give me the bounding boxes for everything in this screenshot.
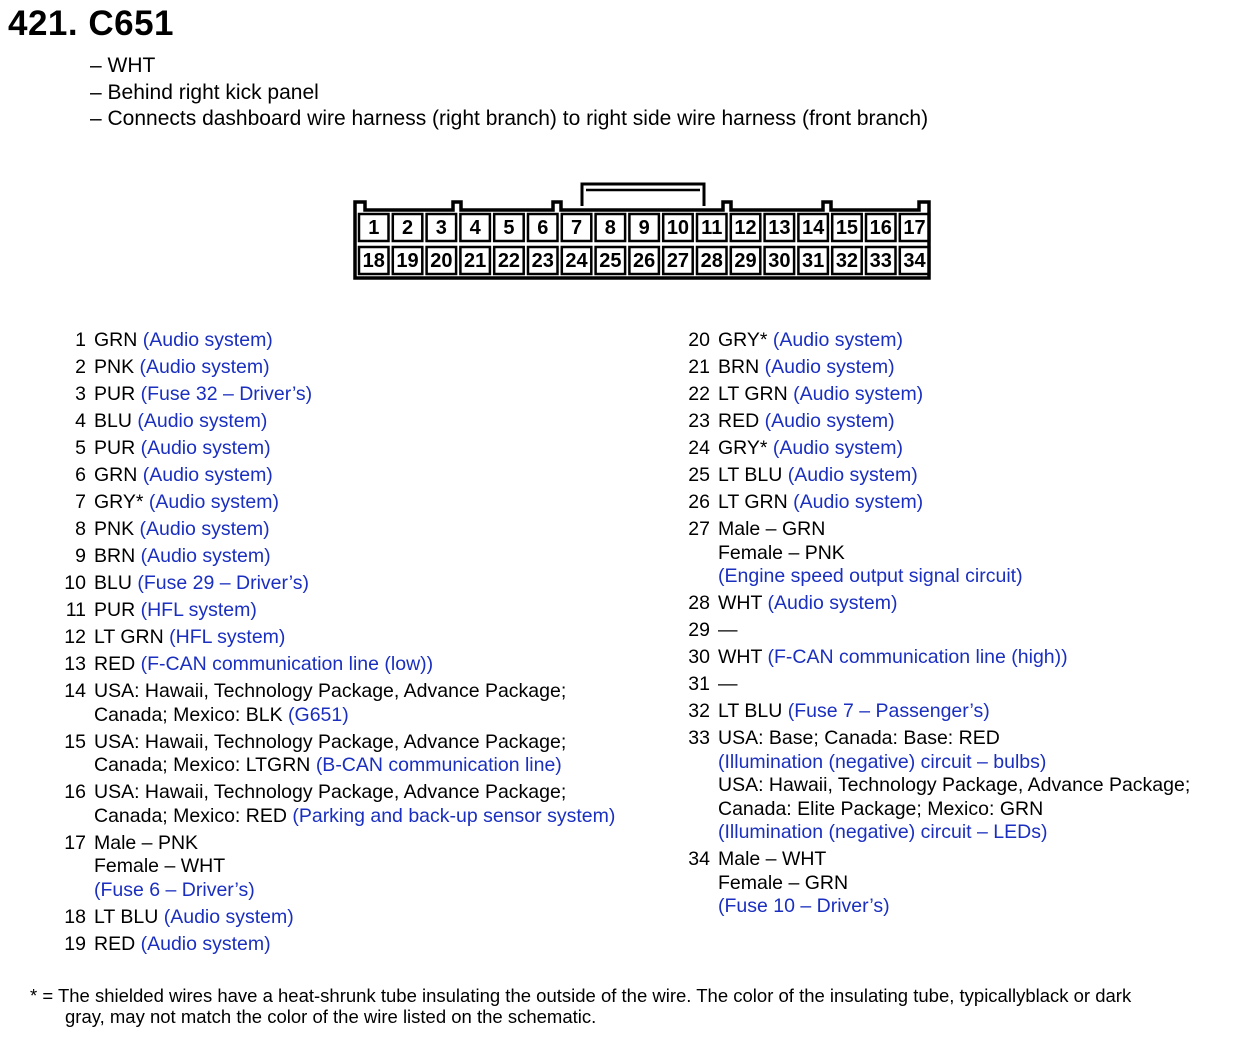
circuit-description: (G651) [288,703,349,726]
wire-color: USA: Hawaii, Technology Package, Advance Package; [94,730,567,753]
pin-number: 30 [768,250,791,272]
pin-number: 34 [903,250,926,272]
wire-color: PNK [94,518,135,540]
wire-color: Male – WHT [718,848,827,870]
pin-entry [58,572,658,596]
pin-number: 12 [734,217,757,239]
wire-color: BLU [94,410,132,432]
pin-number: 20 [430,250,453,272]
pin-entry-line [94,933,658,957]
footnote [30,985,1240,1027]
wire-color: RED [718,410,760,432]
pin-entry [58,356,658,380]
wire-color: BRN [718,356,760,378]
pin-number: 19 [396,250,419,272]
circuit-description: (Audio system) [148,491,279,513]
circuit-description: (Audio system) [767,592,898,614]
pin-entry-line [94,464,658,488]
pin-entry [682,848,1242,919]
pin-entry-number: 5 [75,437,86,459]
pin-entry-line [94,545,658,569]
pin-entry-line [94,599,658,623]
pin-entry-line [718,329,1242,353]
pin-number: 25 [599,250,622,272]
pin-entry-number: 9 [75,545,86,567]
pin-entry-number: 26 [688,491,710,513]
pin-entry-line [718,383,1242,407]
wire-color: USA: Hawaii, Technology Package, Advance Package; [94,680,567,702]
connector-color: – WHT [90,54,156,77]
circuit-description: (F-CAN communication line (high)) [767,646,1068,668]
pin-entry-number: 20 [688,329,710,351]
pin-entry-line [94,754,658,778]
pin-entry-number: 11 [65,599,86,621]
pin-entry-number: 32 [688,700,710,722]
pin-entry-line [718,872,1242,896]
pin-entry-number: 2 [75,356,86,378]
pin-list-left [58,329,658,960]
pin-number: 17 [903,217,926,239]
connector-connects: – Connects dashboard wire harness (right branch) to right side wire harness (front branch) [90,107,929,130]
pin-entry [682,437,1242,461]
pin-entry-line [718,410,1242,434]
wire-color: PUR [94,599,136,621]
circuit-description: (Parking and back-up sensor system) [292,804,616,827]
pin-entry-line [94,329,658,353]
circuit-description: (Fuse 29 – Driver’s) [137,572,309,594]
pin-entry-line [94,410,658,434]
pin-entry [682,356,1242,380]
pin-entry-number: 8 [75,518,86,540]
circuit-description: (Audio system) [139,518,270,540]
pin-entry-number: 12 [64,626,86,648]
pin-number: 18 [362,250,385,272]
wire-color: PNK [94,356,135,378]
wire-color: BRN [94,545,136,567]
pin-entry-line [718,895,1242,919]
pin-number: 23 [531,250,554,272]
circuit-description: (HFL system) [169,626,286,648]
wire-color: LT BLU [718,464,783,486]
pin-entry-line [94,518,658,542]
pin-entry-line [94,805,658,829]
pin-entry-number: 18 [64,905,86,928]
footnote-line-1: * = The shielded wires have a heat-shrunk tube insulating the outside of the wire. The color of the insulating tube, typicallyblack or dark [30,985,1132,1006]
pin-entry-line [94,704,658,728]
wire-color: Female – WHT [94,855,226,877]
connector-location: – Behind right kick panel [90,80,319,104]
pin-entry-number: 29 [688,619,710,641]
wire-color: Canada; Mexico: RED [94,804,287,827]
circuit-description: (Audio system) [142,464,273,486]
pin-entry [682,592,1242,616]
wire-color: USA: Base; Canada: Base: RED [718,727,1000,749]
pin-number: 4 [469,217,481,239]
wire-color: USA: Hawaii, Technology Package, Advance Package; [94,781,567,803]
circuit-description: (Audio system) [163,905,294,928]
wire-color: Female – PNK [718,541,845,564]
pin-number: 24 [565,250,588,272]
pin-entry [58,518,658,542]
wire-color: — [718,619,738,641]
pin-entry-line [94,572,658,596]
pin-entry-number: 24 [688,437,710,459]
pin-entry-number: 4 [75,410,86,432]
pin-number: 13 [768,217,791,239]
pin-entry-number: 27 [688,518,710,540]
pin-entry-line [718,592,1242,616]
pin-entry [58,545,658,569]
pin-number: 1 [368,217,380,239]
circuit-description: (F-CAN communication line (low)) [140,653,434,675]
pin-entry-line [718,542,1242,566]
wire-color: USA: Hawaii, Technology Package, Advance Package; [718,774,1191,796]
pin-entry-line [718,437,1242,461]
pin-number: 26 [633,250,656,272]
pin-entry [682,491,1242,515]
pin-number: 5 [503,217,515,239]
pin-number: 6 [537,217,549,239]
pin-number: 10 [666,217,690,239]
pin-entry [682,329,1242,353]
pin-number: 29 [734,250,757,272]
pin-entry-number: 15 [64,730,86,753]
wire-color: GRY* [718,437,768,459]
wire-color: Female – GRN [718,871,849,894]
pin-entry [58,599,658,623]
pin-entry [58,731,658,778]
pin-entry [58,933,658,957]
pin-entry-line [94,906,658,930]
pin-entry [58,781,658,828]
pin-number: 27 [666,250,690,272]
pin-entry-number: 14 [64,680,86,702]
pin-entry-line [718,619,1242,643]
pin-entry-line [718,700,1242,724]
pin-entry-line [94,491,658,515]
pin-entry-line [718,727,1242,751]
wire-color: RED [94,932,136,955]
pin-entry-line [94,680,658,704]
pin-entry [682,410,1242,434]
wire-color: GRN [94,329,138,351]
circuit-description: (Engine speed output signal circuit) [718,565,1023,587]
pin-entry-line [94,855,658,879]
pin-number: 3 [435,217,447,239]
wire-color: LT BLU [718,700,783,722]
pin-entry [58,626,658,650]
circuit-description: (Audio system) [793,383,924,405]
pin-entry [682,518,1242,589]
pin-entry-number: 17 [64,831,86,854]
pin-entry [58,491,658,515]
circuit-description: (Audio system) [140,932,271,955]
circuit-description: (Audio system) [764,356,895,378]
pin-number: 2 [401,217,414,239]
circuit-description: (Audio system) [772,329,903,351]
circuit-description: (Fuse 7 – Passenger’s) [787,700,990,722]
pin-entry-number: 30 [688,646,710,668]
pin-entry-line [94,383,658,407]
pin-entry [682,673,1242,697]
pin-entry-number: 19 [64,932,86,955]
pin-entry-line [718,774,1242,798]
circuit-description: (Audio system) [772,437,903,459]
circuit-description: (Fuse 6 – Driver’s) [94,878,255,901]
pin-entry-line [718,518,1242,542]
connector-diagram [353,182,933,282]
pin-entry-line [718,751,1242,775]
pin-entry-line [718,821,1242,845]
pin-entry-number: 13 [64,653,86,675]
pin-number: 11 [701,217,723,239]
wire-color: Male – PNK [94,831,199,854]
circuit-description: (Illumination (negative) circuit – LEDs) [718,821,1048,843]
pin-entry-line [718,848,1242,872]
pin-entry [58,383,658,407]
pin-entry [58,653,658,677]
pin-entry [682,383,1242,407]
wire-color: LT GRN [718,383,788,405]
wire-color: Canada; Mexico: BLK [94,703,283,726]
pin-entry-number: 22 [688,383,710,405]
pin-entry-number: 1 [75,329,86,351]
circuit-description: (Audio system) [142,329,273,351]
pin-entry-line [94,731,658,755]
circuit-description: (Illumination (negative) circuit – bulbs) [718,750,1047,773]
circuit-description: (Fuse 10 – Driver’s) [718,895,890,917]
wire-color: PUR [94,437,136,459]
pin-entry-line [94,653,658,677]
footnote-line-2: gray, may not match the color of the wire listed on the schematic. [65,1006,597,1027]
pin-entry [58,329,658,353]
pin-entry-line [718,491,1242,515]
circuit-description: (Audio system) [139,356,270,378]
wire-color: WHT [718,646,763,668]
wire-color: LT GRN [94,626,164,648]
pin-entry-line [94,832,658,856]
wire-color: LT GRN [718,491,788,513]
pin-entry-number: 16 [64,781,86,803]
pin-number: 9 [638,217,650,239]
pin-number: 14 [802,217,825,239]
circuit-description: (Audio system) [764,410,895,432]
pin-entry [682,700,1242,724]
wire-color: GRN [94,464,138,486]
wire-color: Canada: Elite Package; Mexico: GRN [718,797,1044,820]
circuit-description: (Audio system) [793,491,924,513]
pin-number: 7 [570,217,583,239]
pin-entry-number: 7 [75,491,86,513]
circuit-description: (Audio system) [787,464,918,486]
wire-color: Canada; Mexico: LTGRN [94,754,316,776]
page-title: 421. C651 [8,4,175,43]
circuit-description: (B-CAN communication line) [315,754,562,776]
pin-entry-line [94,879,658,903]
pin-entry-number: 33 [688,727,710,749]
pin-entry-number: 23 [688,410,710,432]
circuit-description: (Audio system) [140,545,271,567]
wire-color: BLU [94,572,132,594]
pin-entry-line [94,437,658,461]
pin-entry-number: 6 [75,464,86,486]
wire-color: GRY* [94,491,144,513]
pin-entry-number: 10 [64,572,86,594]
pin-entry [682,727,1242,845]
pin-number: 28 [700,250,723,272]
wire-color: WHT [718,592,763,614]
pin-entry [58,906,658,930]
pin-entry-line [718,464,1242,488]
pin-entry-line [718,356,1242,380]
pin-entry [58,464,658,488]
pin-entry [58,832,658,903]
pin-entry-line [94,781,658,805]
circuit-description: (Audio system) [137,410,268,432]
wire-color: — [718,673,738,695]
pin-number: 33 [869,250,892,272]
circuit-description: (HFL system) [140,599,257,621]
pin-number: 8 [604,217,616,239]
pin-entry [58,680,658,727]
wire-color: GRY* [718,329,768,351]
pin-list-right [682,329,1242,922]
circuit-description: (Fuse 32 – Driver’s) [140,383,313,405]
pin-number: 22 [497,250,521,272]
pin-entry [682,646,1242,670]
pin-entry [58,410,658,434]
pin-entry-number: 34 [688,848,710,870]
connector-details [90,53,928,133]
wire-color: Male – GRN [718,518,826,540]
pin-entry-number: 21 [688,356,710,378]
wire-color: LT BLU [94,905,159,928]
pin-number: 15 [835,217,859,239]
pin-entry [682,464,1242,488]
pin-entry-line [94,626,658,650]
pin-entry-line [718,673,1242,697]
pin-number: 32 [835,250,859,272]
pin-number: 16 [869,217,892,239]
wire-color: PUR [94,383,136,405]
wire-color: RED [94,653,136,675]
pin-entry-line [718,798,1242,822]
pin-entry-line [718,565,1242,589]
pin-entry [58,437,658,461]
pin-entry-line [94,356,658,380]
pin-number: 21 [464,250,487,272]
circuit-description: (Audio system) [140,437,271,459]
pin-entry-number: 25 [688,464,710,486]
pin-entry-number: 3 [75,383,86,405]
pin-entry-number: 28 [688,592,710,614]
pin-entry [682,619,1242,643]
pin-number: 31 [802,250,825,272]
pin-entry-line [718,646,1242,670]
pin-entry-number: 31 [688,673,710,695]
